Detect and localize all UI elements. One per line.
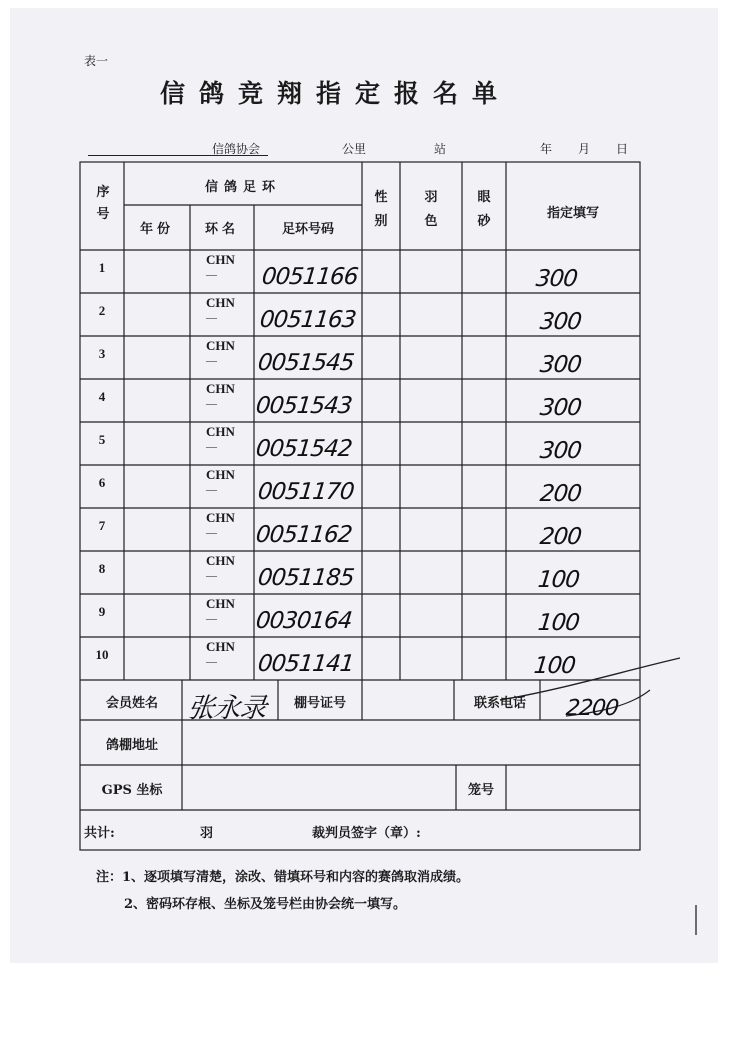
ring-prefix: CHN xyxy=(206,381,235,396)
ring-prefix: CHN xyxy=(206,424,235,439)
ring-dash: — xyxy=(206,527,217,539)
ring-number-handwritten: 0051543 xyxy=(254,393,353,419)
designated-amount: 200 xyxy=(538,524,583,550)
ring-prefix: CHN xyxy=(206,596,235,611)
row-number: 5 xyxy=(98,432,106,447)
ring-dash: — xyxy=(206,570,217,582)
ring-dash: — xyxy=(206,613,217,625)
feather-header: 羽色 xyxy=(424,190,438,229)
row-number: 9 xyxy=(98,604,106,619)
association-label: 信鸽协会 xyxy=(212,142,261,156)
ring-number-handwritten: 0030164 xyxy=(254,608,353,634)
contact-label: 联系电话 xyxy=(473,696,526,711)
note-2: 2、密码环存根、坐标及笼号栏由协会统一填写。 xyxy=(124,897,407,912)
ring-prefix: CHN xyxy=(206,639,235,654)
designated-header: 指定填写 xyxy=(546,206,599,221)
member-name-value: 张永录 xyxy=(186,693,268,724)
year-header: 年份 xyxy=(139,222,174,237)
cage-label: 笼号 xyxy=(467,783,494,798)
designated-amount: 300 xyxy=(538,395,583,421)
form-tag: 表一 xyxy=(84,54,109,68)
row-number: 6 xyxy=(98,475,106,490)
year-label: 年 xyxy=(540,142,553,156)
row-number: 3 xyxy=(98,346,106,361)
designated-amount: 300 xyxy=(538,309,583,335)
ring-dash: — xyxy=(206,355,217,367)
ring-number-handwritten: 0051141 xyxy=(256,651,355,677)
ring-dash: — xyxy=(206,656,217,668)
designated-amount: 100 xyxy=(532,653,577,679)
page-title: 信鸽竞翔指定报名单 xyxy=(160,79,512,108)
ring-prefix: CHN xyxy=(206,553,235,568)
designated-amount: 200 xyxy=(538,481,583,507)
ring-number-handwritten: 0051170 xyxy=(256,479,355,505)
ring-prefix: CHN xyxy=(206,252,235,267)
row-number: 7 xyxy=(98,518,106,533)
ring-prefix: CHN xyxy=(206,338,235,353)
ring-number-handwritten: 0051163 xyxy=(258,307,357,333)
ring-prefix: CHN xyxy=(206,467,235,482)
total-handwritten: 2200 xyxy=(564,696,620,721)
loft-address-label: 鸽棚地址 xyxy=(105,738,158,753)
gps-label: GPS 坐标 xyxy=(101,783,163,798)
ring-prefix: CHN xyxy=(206,295,235,310)
row-number: 10 xyxy=(95,647,109,662)
station-label: 站 xyxy=(434,142,447,156)
designated-amount: 300 xyxy=(538,352,583,378)
month-label: 月 xyxy=(578,142,591,156)
ring-number-handwritten: 0051162 xyxy=(254,522,353,548)
row-number: 2 xyxy=(98,303,106,318)
note-1: 注：1、逐项填写清楚，涂改、错填环号和内容的赛鸽取消成绩。 xyxy=(96,870,470,885)
day-label: 日 xyxy=(616,142,629,156)
seq-header: 序号 xyxy=(96,185,110,222)
ring-number-handwritten: 0051542 xyxy=(254,436,353,462)
judge-signature-label: 裁判员签字（章）: xyxy=(312,826,421,841)
ring-dash: — xyxy=(206,269,217,281)
ring-number-header: 足环号码 xyxy=(281,222,334,237)
row-number: 4 xyxy=(98,389,106,404)
member-name-label: 会员姓名 xyxy=(105,696,158,711)
ring-group-header: 信鸽足环 xyxy=(204,180,281,195)
sex-header: 性别 xyxy=(374,190,388,229)
designated-amount: 300 xyxy=(538,438,583,464)
ring-dash: — xyxy=(206,398,217,410)
ring-prefix: CHN xyxy=(206,510,235,525)
feather-unit: 羽 xyxy=(200,826,214,841)
eye-header: 眼砂 xyxy=(477,190,491,229)
total-label: 共计: xyxy=(84,826,115,841)
designated-amount: 300 xyxy=(534,266,579,292)
ring-name-header: 环名 xyxy=(204,222,239,237)
row-number: 8 xyxy=(98,561,106,576)
designated-amount: 100 xyxy=(536,567,581,593)
ring-number-handwritten: 0051185 xyxy=(256,565,355,591)
ring-number-handwritten: 0051166 xyxy=(260,264,359,290)
row-number: 1 xyxy=(98,260,106,275)
ring-dash: — xyxy=(206,312,217,324)
ring-dash: — xyxy=(206,484,217,496)
distance-label: 公里 xyxy=(342,142,367,156)
ring-dash: — xyxy=(206,441,217,453)
loft-id-label: 棚号证号 xyxy=(293,696,346,711)
ring-number-handwritten: 0051545 xyxy=(256,350,355,376)
designated-amount: 100 xyxy=(536,610,581,636)
